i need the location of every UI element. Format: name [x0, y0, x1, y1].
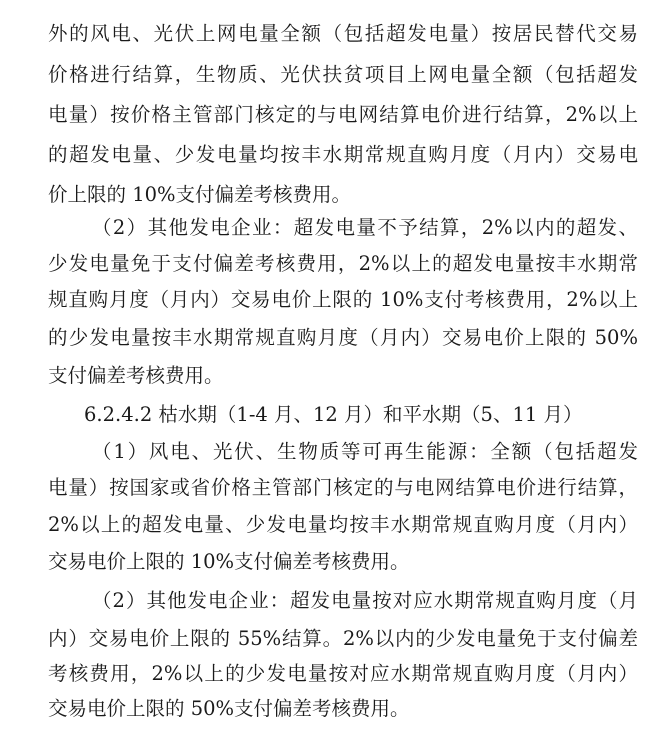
text-line: 价格进行结算，生物质、光伏扶贫项目上网电量全额（包括超发: [48, 63, 638, 86]
text-line: 电量）按国家或省价格主管部门核定的与电网结算电价进行结算，: [48, 476, 638, 499]
text-line: 规直购月度（月内）交易电价上限的 10%支付考核费用，2%以上: [48, 288, 638, 311]
text-line: 少发电量免于支付偏差考核费用，2%以上的超发电量按丰水期常: [48, 252, 638, 275]
text-line: 外的风电、光伏上网电量全额（包括超发电量）按居民替代交易: [48, 22, 638, 45]
text-line: 交易电价上限的 50%支付偏差考核费用。: [48, 697, 410, 720]
text-line: 内）交易电价上限的 55%结算。2%以内的少发电量免于支付偏差: [48, 627, 638, 650]
text-line: 2%以上的超发电量、少发电量均按丰水期常规直购月度（月内）: [48, 513, 638, 536]
text-line: 电量）按价格主管部门核定的与电网结算电价进行结算，2%以上: [48, 103, 638, 126]
paragraph-first-line: （2）其他发电企业：超发电量按对应水期常规直购月度（月: [92, 589, 638, 612]
text-line: 价上限的 10%支付偏差考核费用。: [48, 183, 352, 206]
section-heading: 6.2.4.2 枯水期（1-4 月、12 月）和平水期（5、11 月）: [84, 403, 583, 426]
text-line: 的少发电量按丰水期常规直购月度（月内）交易电价上限的 50%: [48, 326, 638, 349]
paragraph-first-line: （1）风电、光伏、生物质等可再生能源：全额（包括超发: [92, 440, 638, 463]
text-line: 的超发电量、少发电量均按丰水期常规直购月度（月内）交易电: [48, 143, 638, 166]
paragraph-first-line: （2）其他发电企业：超发电量不予结算，2%以内的超发、: [92, 216, 638, 239]
text-line: 考核费用，2%以上的少发电量按对应水期常规直购月度（月内）: [48, 662, 638, 685]
text-line: 支付偏差考核费用。: [48, 364, 224, 387]
text-line: 交易电价上限的 10%支付偏差考核费用。: [48, 550, 410, 573]
